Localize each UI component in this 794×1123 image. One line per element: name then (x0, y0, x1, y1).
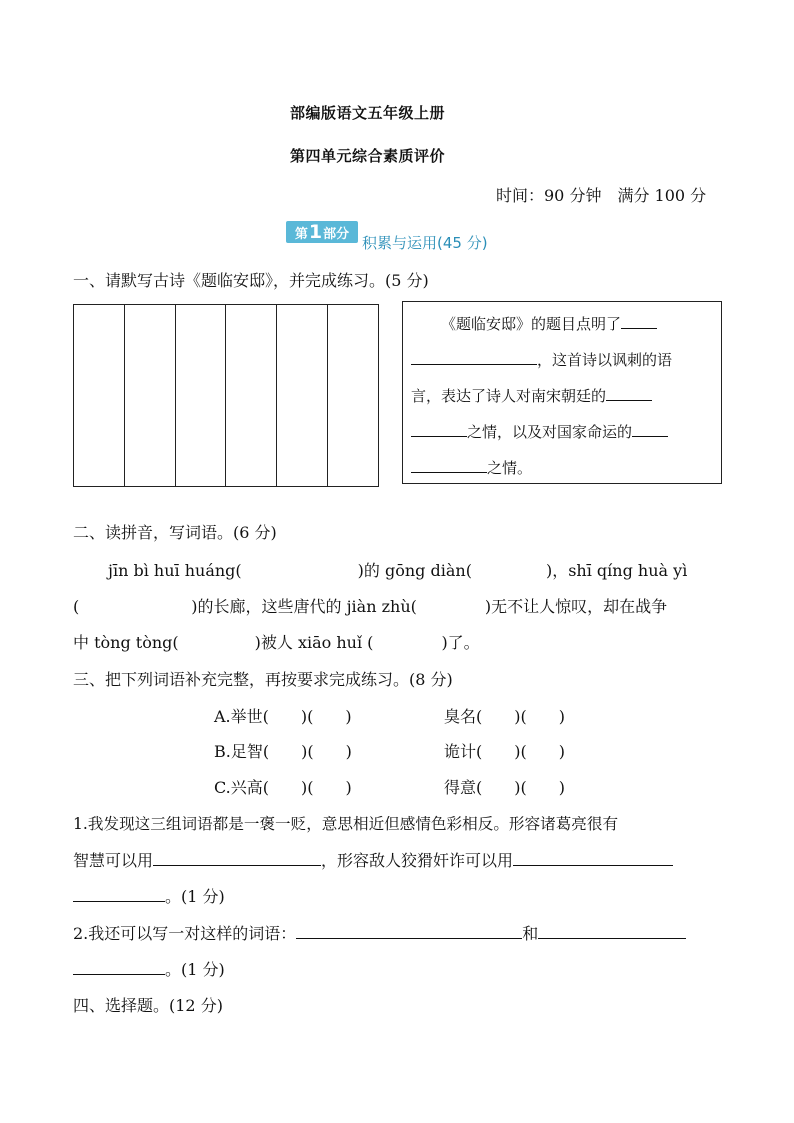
q1-answer-box (402, 301, 722, 484)
section-title: 积累与运用(45 分) (362, 234, 488, 252)
question-text: 智慧可以用 (73, 851, 154, 870)
question-text: 。(1 分) (165, 887, 225, 906)
answer-blank[interactable] (153, 849, 321, 866)
q2-line-3 (73, 630, 480, 653)
question-text: 。(1 分) (165, 960, 225, 979)
badge-number: 1 (308, 220, 323, 243)
badge-suffix: 部分 (323, 226, 350, 242)
q3-sub1-line1: 1.我发现这三组词语都是一褒一贬，意思相近但感情色彩相反。形容诸葛亮很有 (73, 815, 619, 833)
pinyin-text: ( (73, 597, 80, 616)
grid-column[interactable] (125, 305, 176, 486)
q3-sub2-line2 (73, 957, 225, 980)
answer-blank[interactable] (411, 420, 467, 437)
pinyin-text: jīn bì huī huáng( (108, 561, 242, 580)
answer-blank[interactable] (73, 958, 165, 975)
pinyin-text: )，shī qíng huà yì (545, 561, 688, 580)
answer-blank[interactable] (513, 849, 673, 866)
answer-blank[interactable] (296, 922, 522, 939)
answer-blank[interactable] (632, 420, 668, 437)
idiom-row-c-right[interactable]: 得意( )( ) (444, 778, 565, 797)
pinyin-text: )无不让人惊叹，却在战争 (484, 597, 668, 616)
poem-writing-grid[interactable] (73, 304, 379, 487)
q3-heading: 三、把下列词语补充完整，再按要求完成练习。(8 分) (73, 670, 453, 689)
q1-heading: 一、请默写古诗《题临安邸》，并完成练习。(5 分) (73, 271, 429, 290)
idiom-row-b-left[interactable]: B.足智( )( ) (214, 742, 352, 761)
section-badge (286, 221, 358, 243)
grid-column[interactable] (328, 305, 378, 486)
idiom-row-c-left[interactable]: C.兴高( )( ) (214, 778, 352, 797)
answer-blank[interactable] (606, 384, 652, 401)
answer-blank[interactable] (538, 922, 686, 939)
q1-text-4: 之情，以及对国家命运的 (467, 423, 633, 441)
q4-heading: 四、选择题。(12 分) (73, 996, 223, 1015)
question-text: 2.我还可以写一对这样的词语： (73, 924, 297, 943)
q1-text-1: 《题临安邸》的题目点明了 (441, 315, 622, 333)
grid-column[interactable] (226, 305, 277, 486)
answer-blank[interactable] (411, 348, 537, 365)
idiom-row-a-left[interactable]: A.举世( )( ) (214, 707, 352, 726)
q1-text-2: ，这首诗以讽刺的语 (537, 351, 673, 369)
grid-column[interactable] (277, 305, 328, 486)
idiom-row-a-right[interactable]: 臭名( )( ) (444, 707, 565, 726)
q3-sub2-line1 (73, 921, 686, 944)
badge-prefix: 第 (294, 226, 308, 242)
idiom-row-b-right[interactable]: 诡计( )( ) (444, 742, 565, 761)
pinyin-text: )的长廊，这些唐代的 jiàn zhù( (191, 597, 417, 616)
answer-blank[interactable] (621, 312, 657, 329)
q2-line-1 (108, 558, 687, 581)
q3-sub1-line3 (73, 884, 225, 907)
q3-sub1-line2 (73, 848, 673, 871)
q2-line-2 (73, 594, 667, 617)
page-subtitle: 第四单元综合素质评价 (290, 147, 446, 165)
time-info: 时间：90 分钟 满分 100 分 (496, 186, 707, 205)
answer-blank[interactable] (411, 456, 487, 473)
pinyin-text: )被人 xiāo huǐ ( (254, 633, 374, 652)
q1-text-3: 言，表达了诗人对南宋朝廷的 (411, 387, 607, 405)
page-title: 部编版语文五年级上册 (290, 104, 446, 122)
pinyin-text: 中 tòng tòng( (73, 633, 179, 652)
pinyin-text: )的 gōng diàn( (357, 561, 472, 580)
pinyin-text: )了。 (441, 633, 480, 652)
q2-heading: 二、读拼音，写词语。(6 分) (73, 523, 277, 542)
grid-column[interactable] (74, 305, 125, 486)
question-text: 和 (522, 924, 539, 943)
q1-text-5: 之情。 (487, 459, 533, 477)
grid-column[interactable] (176, 305, 227, 486)
answer-blank[interactable] (73, 885, 165, 902)
question-text: ，形容敌人狡猾奸诈可以用 (321, 851, 514, 870)
